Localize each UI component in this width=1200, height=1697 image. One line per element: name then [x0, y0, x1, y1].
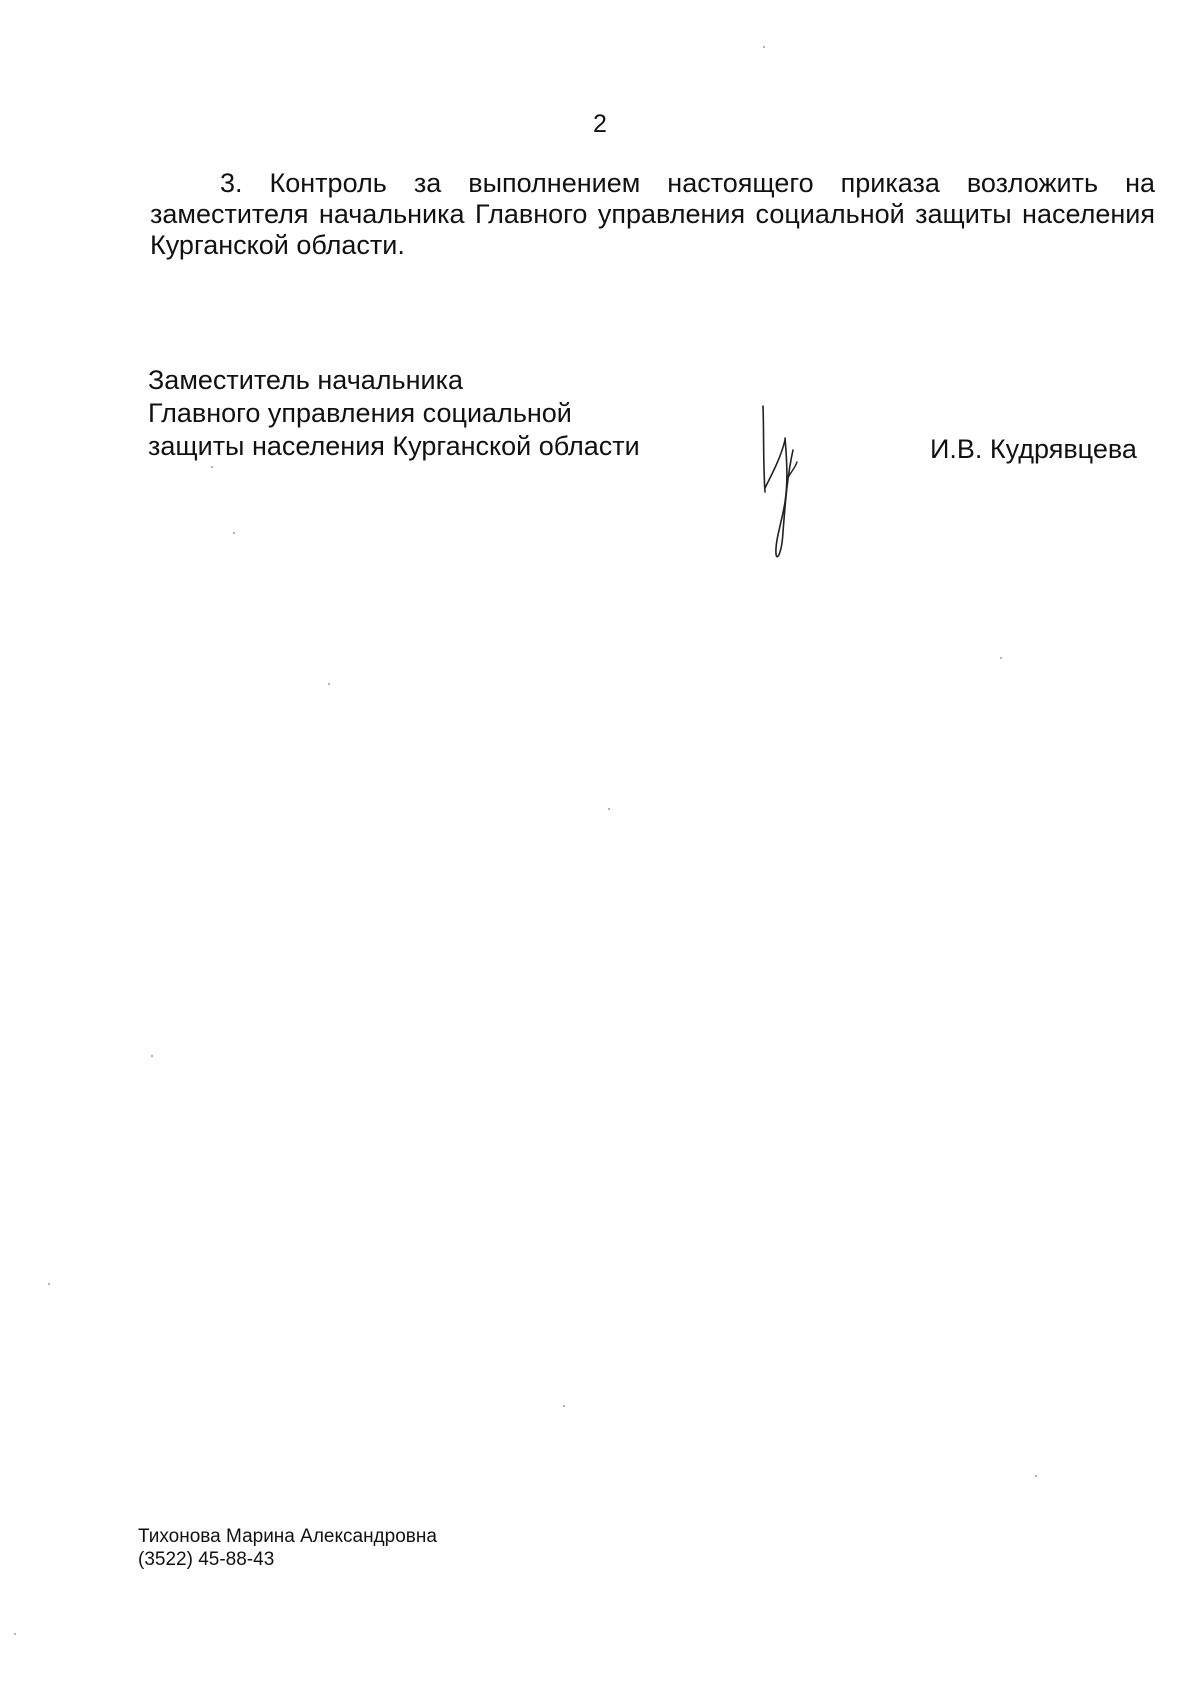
executor-phone: (3522) 45-88-43: [138, 1549, 275, 1570]
executor-info: [138, 1525, 437, 1571]
scan-speck: [1000, 657, 1002, 659]
scan-speck: [14, 1633, 16, 1635]
signatory-title-line: Главного управления социальной: [148, 398, 572, 428]
signatory-title-line: Заместитель начальника: [148, 365, 464, 395]
scan-speck: [328, 683, 330, 685]
scan-speck: [608, 808, 610, 810]
signatory-title: [148, 364, 640, 463]
executor-name: Тихонова Марина Александровна: [138, 1526, 437, 1547]
scan-speck: [211, 466, 213, 468]
scan-speck: [151, 1055, 153, 1057]
handwritten-signature: [755, 402, 815, 562]
signatory-title-line: защиты населения Курганской области: [148, 431, 640, 461]
scan-speck: [763, 46, 765, 48]
scan-speck: [48, 1283, 50, 1285]
scan-speck: [233, 532, 235, 534]
clause-paragraph: 3. Контроль за выполнением настоящего приказа возложить на заместителя начальника Главного управления социальной защиты населения Курганской области.: [150, 168, 1155, 260]
page-number: 2: [593, 110, 607, 138]
signer-name: И.В. Кудрявцева: [930, 434, 1137, 464]
scan-speck: [563, 1405, 565, 1407]
scan-speck: [1035, 1475, 1037, 1477]
